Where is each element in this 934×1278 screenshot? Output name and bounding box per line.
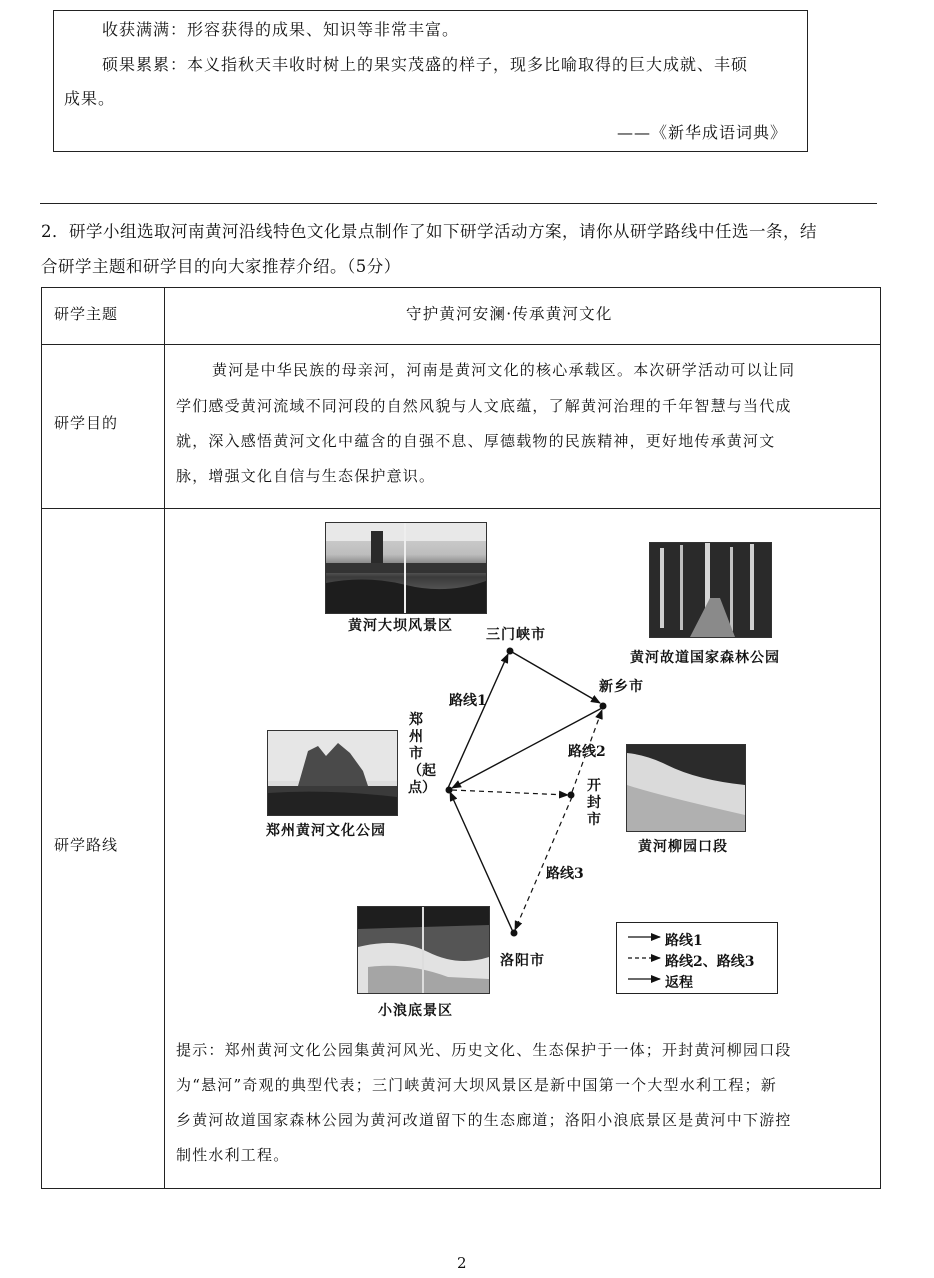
xinxiang-dot (600, 703, 607, 710)
kaifeng-dot (568, 792, 575, 799)
luoyang-label: 洛阳市 (500, 953, 545, 969)
route-label: 研学路线 (54, 836, 119, 854)
zhengzhou-dot (446, 787, 453, 794)
route1-label: 路线1 (449, 693, 487, 709)
purpose-line: 学们感受黄河流域不同河段的自然风貌与人文底蕴，了解黄河治理的千年智慧与当代成 (176, 397, 792, 415)
question-text: 2．研学小组选取河南黄河沿线特色文化景点制作了如下研学活动方案，请你从研学路线中任选一条，结 (41, 222, 817, 241)
route1-segment (512, 652, 600, 703)
hint-line: 制性水利工程。 (176, 1146, 290, 1164)
hint-line: 提示：郑州黄河文化公园集黄河风光、历史文化、生态保护于一体；开封黄河柳园口段 (176, 1041, 792, 1059)
zhengzhou-park-caption: 郑州黄河文化公园 (266, 823, 386, 839)
question-text: 合研学主题和研学目的向大家推荐介绍。（5分） (41, 257, 401, 276)
purpose-line: 脉，增强文化自信与生态保护意识。 (176, 467, 436, 485)
xinxiang-label: 新乡市 (599, 679, 644, 695)
theme-value: 守护黄河安澜·传承黄河文化 (406, 305, 613, 323)
kaifeng-label: 开封市 (587, 778, 601, 828)
forest-caption: 黄河故道国家森林公园 (630, 650, 780, 666)
legend-route23: 路线2、路线3 (665, 954, 755, 970)
theme-label: 研学主题 (54, 305, 119, 323)
purpose-line: 黄河是中华民族的母亲河，河南是黄河文化的核心承载区。本次研学活动可以让同 (212, 361, 796, 379)
zhengzhou-label: 郑州市（起点） (408, 712, 436, 796)
page-number: 2 (457, 1254, 467, 1272)
xiaolangdi-caption: 小浪底景区 (378, 1003, 453, 1019)
route2-label: 路线2 (568, 744, 606, 760)
definition-line: 成果。 (64, 89, 116, 108)
sanmenxia-label: 三门峡市 (486, 627, 546, 643)
sanmenxia-dot (507, 648, 514, 655)
hint-line: 为“悬河”奇观的典型代表；三门峡黄河大坝风景区是新中国第一个大型水利工程；新 (176, 1076, 777, 1094)
definition-line: 硕果累累：本义指秋天丰收时树上的果实茂盛的样子，现多比喻取得的巨大成就、丰硕 (102, 55, 749, 74)
route2-segment (452, 790, 568, 795)
definition-source: ——《新华成语词典》 (616, 123, 787, 142)
hint-line: 乡黄河故道国家森林公园为黄河改道留下的生态廊道；洛阳小浪底景区是黄河中下游控 (176, 1111, 792, 1129)
purpose-line: 就，深入感悟黄河文化中蕴含的自强不息、厚德载物的民族精神，更好地传承黄河文 (176, 432, 776, 450)
purpose-label: 研学目的 (54, 414, 119, 432)
luoyang-dot (511, 930, 518, 937)
route3-label: 路线3 (546, 866, 584, 882)
liuyuan-caption: 黄河柳园口段 (638, 839, 728, 855)
return-segment (450, 792, 513, 932)
route1-segment (448, 654, 508, 788)
definition-line: 收获满满：形容获得的成果、知识等非常丰富。 (102, 20, 460, 39)
map-legend (616, 922, 778, 994)
dam-caption: 黄河大坝风景区 (348, 618, 453, 634)
legend-route1: 路线1 (665, 933, 703, 949)
legend-return: 返程 (665, 975, 693, 991)
